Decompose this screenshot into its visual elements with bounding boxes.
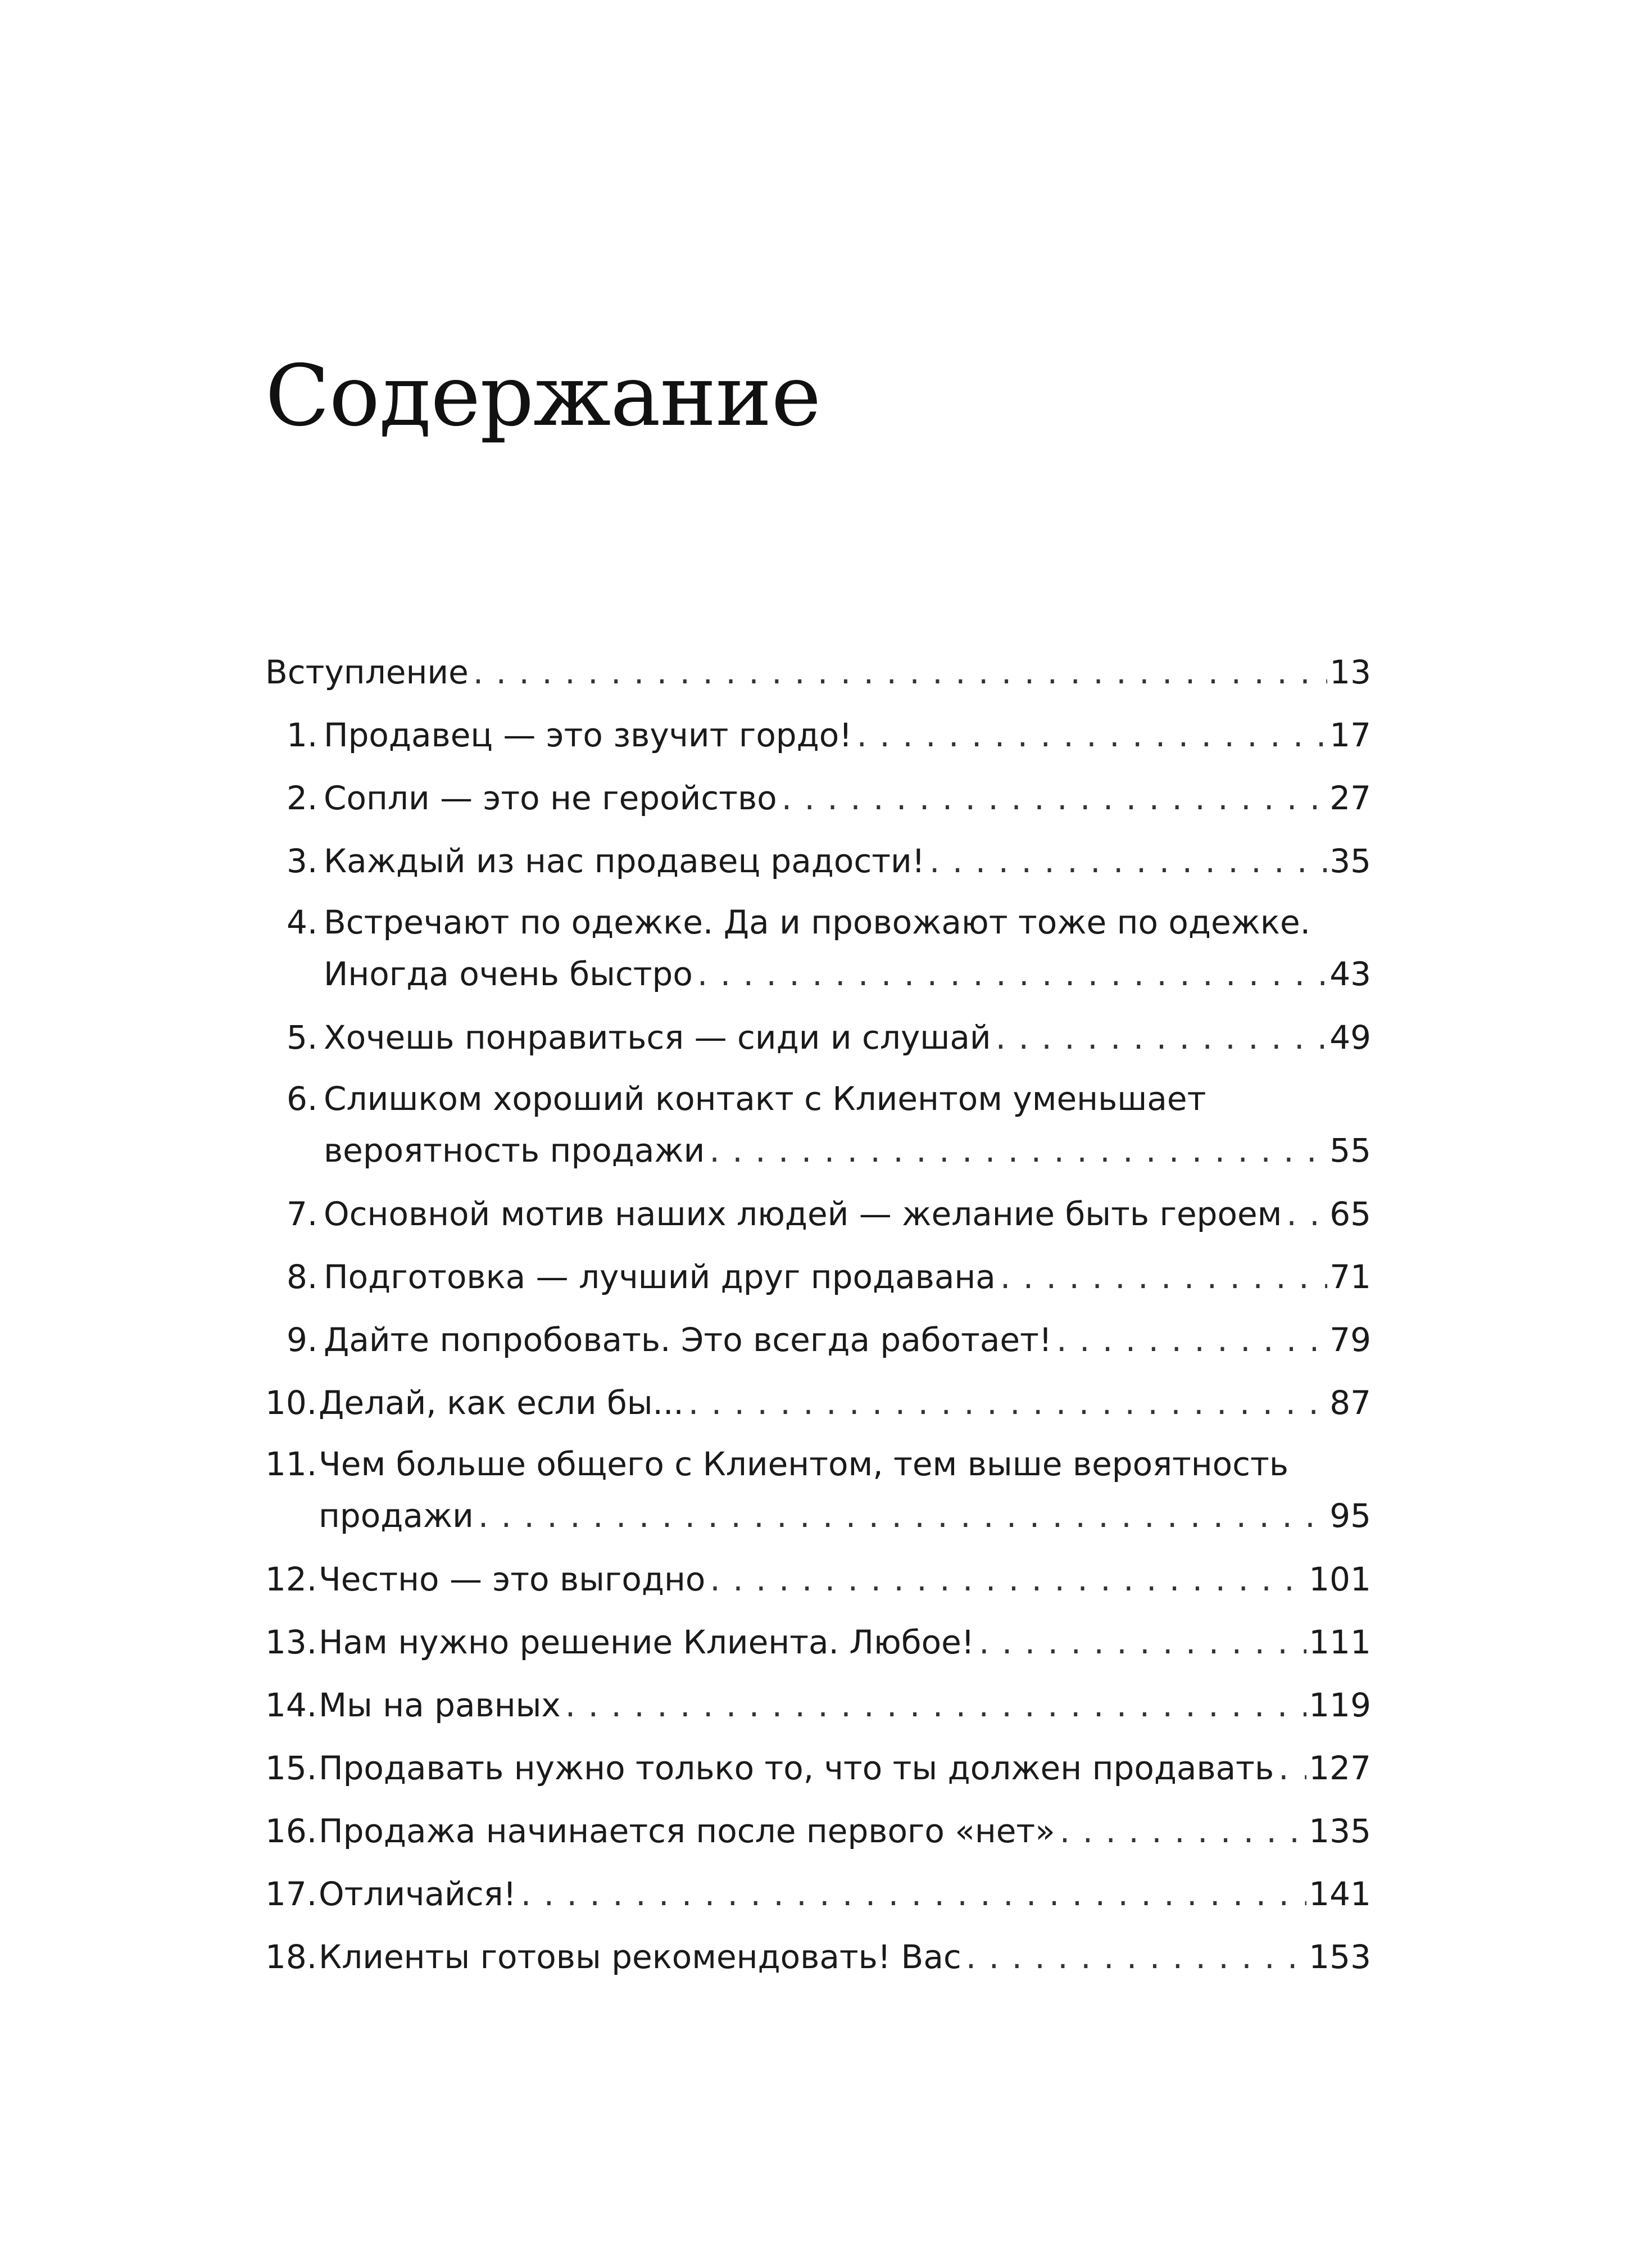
toc-entry[interactable] xyxy=(265,1182,1371,1245)
toc-entry-number: 14. xyxy=(265,1686,317,1724)
toc-entry-title: Делай, как если бы... xyxy=(319,1384,684,1422)
toc-entry-title: Нам нужно решение Клиента. Любое! xyxy=(319,1623,975,1661)
toc-entry[interactable] xyxy=(265,1674,1371,1737)
toc-entry-title: Подготовка — лучший друг продавана xyxy=(324,1258,996,1296)
toc-entry[interactable] xyxy=(265,1548,1371,1611)
toc-entry-page-number: 119 xyxy=(1309,1686,1371,1724)
toc-entry[interactable] xyxy=(265,704,1371,767)
toc-entry-title: Честно — это выгодно xyxy=(319,1560,706,1598)
dot-leader xyxy=(777,767,1328,830)
toc-entry-number: 17. xyxy=(265,1875,317,1913)
toc-entry[interactable] xyxy=(265,897,1371,999)
dot-leader xyxy=(1274,1737,1306,1800)
dot-leader xyxy=(469,641,1327,704)
toc-entry-title: Каждый из нас продавец радости! xyxy=(324,842,925,880)
toc-entry-number: 5. xyxy=(287,1018,318,1057)
dot-leader xyxy=(1052,1308,1327,1371)
toc-entry-number: 7. xyxy=(287,1195,318,1233)
toc-entry-title: Дайте попробовать. Это всегда работает! xyxy=(324,1321,1052,1359)
toc-entry-page-number: 101 xyxy=(1309,1560,1371,1598)
dot-leader xyxy=(991,1006,1328,1069)
dot-leader xyxy=(693,949,1327,999)
toc-entry-page-number: 55 xyxy=(1329,1131,1371,1170)
dot-leader xyxy=(852,704,1327,767)
page-title: Содержание xyxy=(265,347,821,445)
toc-entry-title: Клиенты готовы рекомендовать! Вас xyxy=(319,1938,961,1976)
toc-entry-page-number: 65 xyxy=(1329,1195,1371,1233)
toc-entry[interactable] xyxy=(265,1925,1371,1988)
toc-entry-page-number: 13 xyxy=(1329,653,1371,691)
toc-entry-page-number: 135 xyxy=(1309,1812,1371,1850)
toc-entry-title: Чем больше общего с Клиентом, тем выше вероятность xyxy=(319,1445,1289,1483)
toc-entry-number: 11. xyxy=(265,1445,317,1483)
toc-entry[interactable] xyxy=(265,1073,1371,1176)
dot-leader xyxy=(561,1674,1307,1737)
toc-entry-page-number: 49 xyxy=(1329,1018,1371,1057)
dot-leader xyxy=(925,830,1327,892)
dot-leader xyxy=(516,1862,1307,1925)
toc-entry-page-number: 111 xyxy=(1309,1623,1371,1661)
toc-entry-page-number: 35 xyxy=(1329,842,1371,880)
toc-entry[interactable] xyxy=(265,830,1371,892)
toc-entry-number: 15. xyxy=(265,1749,317,1787)
toc-entry[interactable] xyxy=(265,1245,1371,1308)
dot-leader xyxy=(974,1611,1306,1674)
toc-entry-number: 9. xyxy=(287,1321,318,1359)
toc-entry-title: вероятность продажи xyxy=(324,1131,705,1170)
toc-entry[interactable] xyxy=(265,1006,1371,1069)
dot-leader xyxy=(705,1125,1327,1176)
toc-entry-number: 2. xyxy=(287,779,318,817)
toc-entry-title: Слишком хороший контакт с Клиентом уменьшает xyxy=(324,1080,1206,1118)
toc-entry-number: 1. xyxy=(287,716,318,754)
toc-entry[interactable] xyxy=(265,1308,1371,1371)
dot-leader xyxy=(684,1371,1327,1434)
table-of-contents xyxy=(265,641,1371,1988)
toc-entry-title: Продажа начинается после первого «нет» xyxy=(319,1812,1055,1850)
toc-entry-number: 3. xyxy=(287,842,318,880)
toc-entry[interactable] xyxy=(265,1800,1371,1862)
dot-leader xyxy=(705,1548,1306,1611)
toc-entry[interactable] xyxy=(265,1611,1371,1674)
toc-entry-page-number: 79 xyxy=(1329,1321,1371,1359)
toc-entry-page-number: 127 xyxy=(1309,1749,1371,1787)
toc-entry-number: 6. xyxy=(287,1080,318,1118)
toc-entry-page-number: 43 xyxy=(1329,955,1371,993)
toc-entry-number: 16. xyxy=(265,1812,317,1850)
toc-entry-title: Хочешь понравиться — сиди и слушай xyxy=(324,1018,991,1057)
toc-entry[interactable] xyxy=(265,1439,1371,1541)
toc-entry-number: 10. xyxy=(265,1384,317,1422)
toc-entry[interactable] xyxy=(265,1737,1371,1800)
toc-entry[interactable] xyxy=(265,641,1371,704)
toc-entry-number: 13. xyxy=(265,1623,317,1661)
toc-entry-page-number: 95 xyxy=(1329,1497,1371,1535)
toc-entry-title: Сопли — это не геройство xyxy=(324,779,777,817)
toc-entry-page-number: 17 xyxy=(1329,716,1371,754)
toc-entry[interactable] xyxy=(265,1862,1371,1925)
toc-entry-page-number: 141 xyxy=(1309,1875,1371,1913)
toc-entry-page-number: 87 xyxy=(1329,1384,1371,1422)
toc-entry-number: 8. xyxy=(287,1258,318,1296)
toc-entry-title: Продавец — это звучит гордо! xyxy=(324,716,852,754)
toc-entry-title: Мы на равных xyxy=(319,1686,561,1724)
dot-leader xyxy=(1282,1182,1327,1245)
dot-leader xyxy=(996,1245,1327,1308)
toc-entry[interactable] xyxy=(265,767,1371,830)
toc-entry-number: 12. xyxy=(265,1560,317,1598)
dot-leader xyxy=(1055,1800,1307,1862)
dot-leader xyxy=(474,1490,1327,1541)
toc-entry-title: Основной мотив наших людей — желание быть героем xyxy=(324,1195,1282,1233)
toc-entry-page-number: 71 xyxy=(1329,1258,1371,1296)
toc-entry[interactable] xyxy=(265,1371,1371,1434)
toc-entry-number: 4. xyxy=(287,903,318,941)
toc-entry-title: продажи xyxy=(319,1497,474,1535)
toc-entry-title: Вступление xyxy=(265,653,469,691)
toc-entry-title: Продавать нужно только то, что ты должен продавать xyxy=(319,1749,1274,1787)
toc-entry-page-number: 27 xyxy=(1329,779,1371,817)
toc-entry-title: Отличайся! xyxy=(319,1875,516,1913)
toc-entry-page-number: 153 xyxy=(1309,1938,1371,1976)
toc-entry-title: Встречают по одежке. Да и провожают тоже по одежке. xyxy=(324,903,1311,941)
toc-entry-number: 18. xyxy=(265,1938,317,1976)
toc-entry-title: Иногда очень быстро xyxy=(324,955,693,993)
dot-leader xyxy=(961,1925,1307,1988)
